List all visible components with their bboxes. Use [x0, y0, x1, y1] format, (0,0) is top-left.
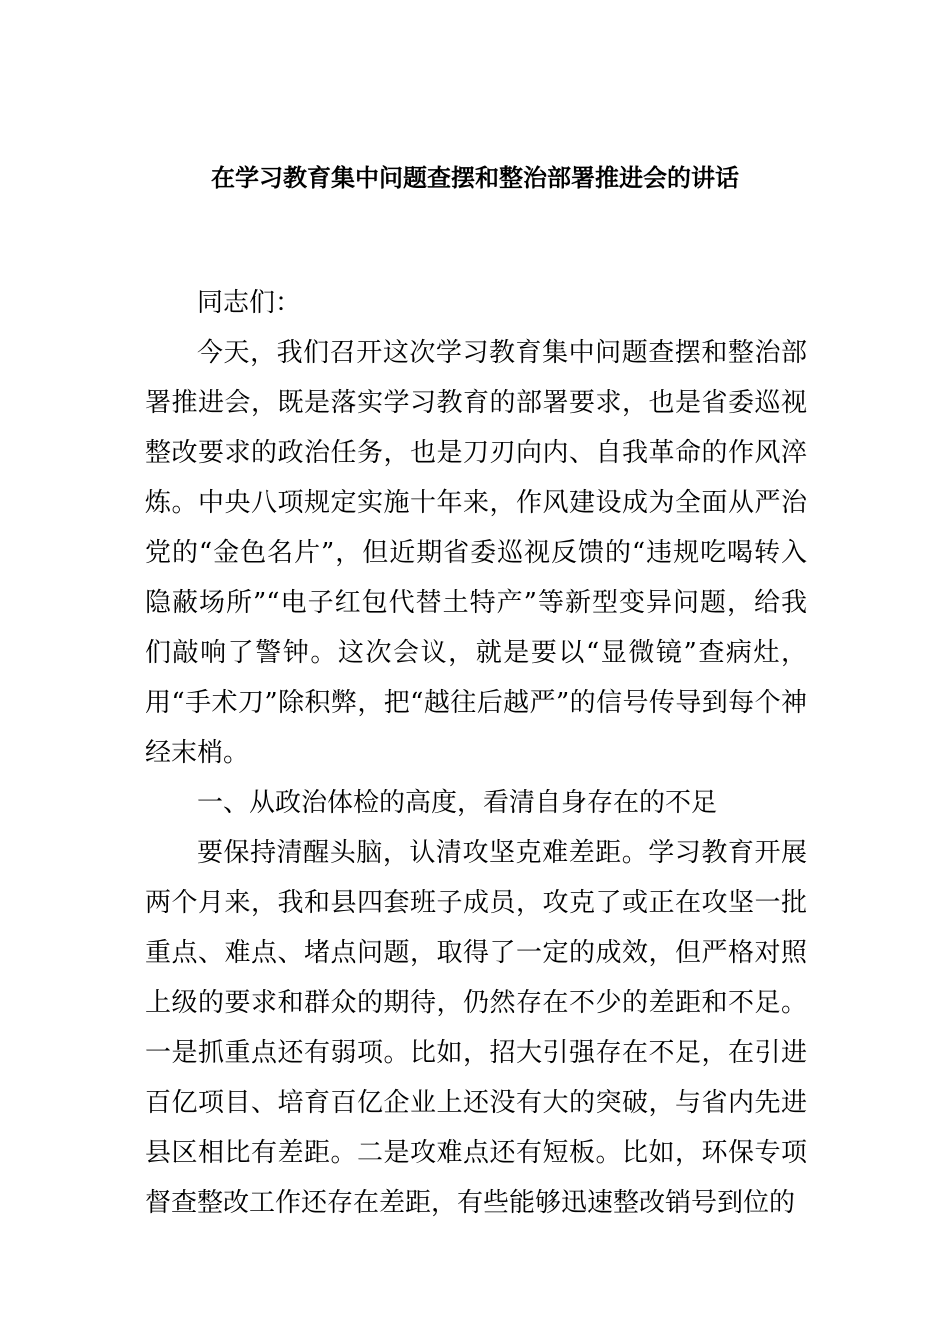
document-title: 在学习教育集中问题查摆和整治部署推进会的讲话 [211, 164, 739, 192]
section-heading-1: 一、从政治体检的高度，看清自身存在的不足 [197, 788, 718, 818]
document-body [145, 278, 807, 1228]
salutation: 同志们： [197, 288, 302, 318]
paragraph-intro: 今天，我们召开这次学习教育集中问题查摆和整治部署推进会，既是落实学习教育的部署要求，也是省委巡视整改要求的政治任务，也是刀刃向内、自我革命的作风淬炼。中央八项规定实施十年来，作风建设成为全面从严治党的“金色名片”，但近期省委巡视反馈的“违规吃喝转入隐蔽场所”“电子红包代替土特产”等新型变异问题，给我们敲响了警钟。这次会议，就是要以“显微镜”查病灶，用“手术刀”除积弊，把“越往后越严”的信号传导到每个神经末梢。 [145, 338, 807, 768]
paragraph-section-1: 要保持清醒头脑，认清攻坚克难差距。学习教育开展两个月来，我和县四套班子成员，攻克了或正在攻坚一批重点、难点、堵点问题，取得了一定的成效，但严格对照上级的要求和群众的期待，仍然存在不少的差距和不足。一是抓重点还有弱项。比如，招大引强存在不足，在引进百亿项目、培育百亿企业上还没有大的突破，与省内先进县区相比有差距。二是攻难点还有短板。比如，环保专项督查整改工作还存在差距，有些能够迅速整改销号到位的 [145, 838, 807, 1218]
